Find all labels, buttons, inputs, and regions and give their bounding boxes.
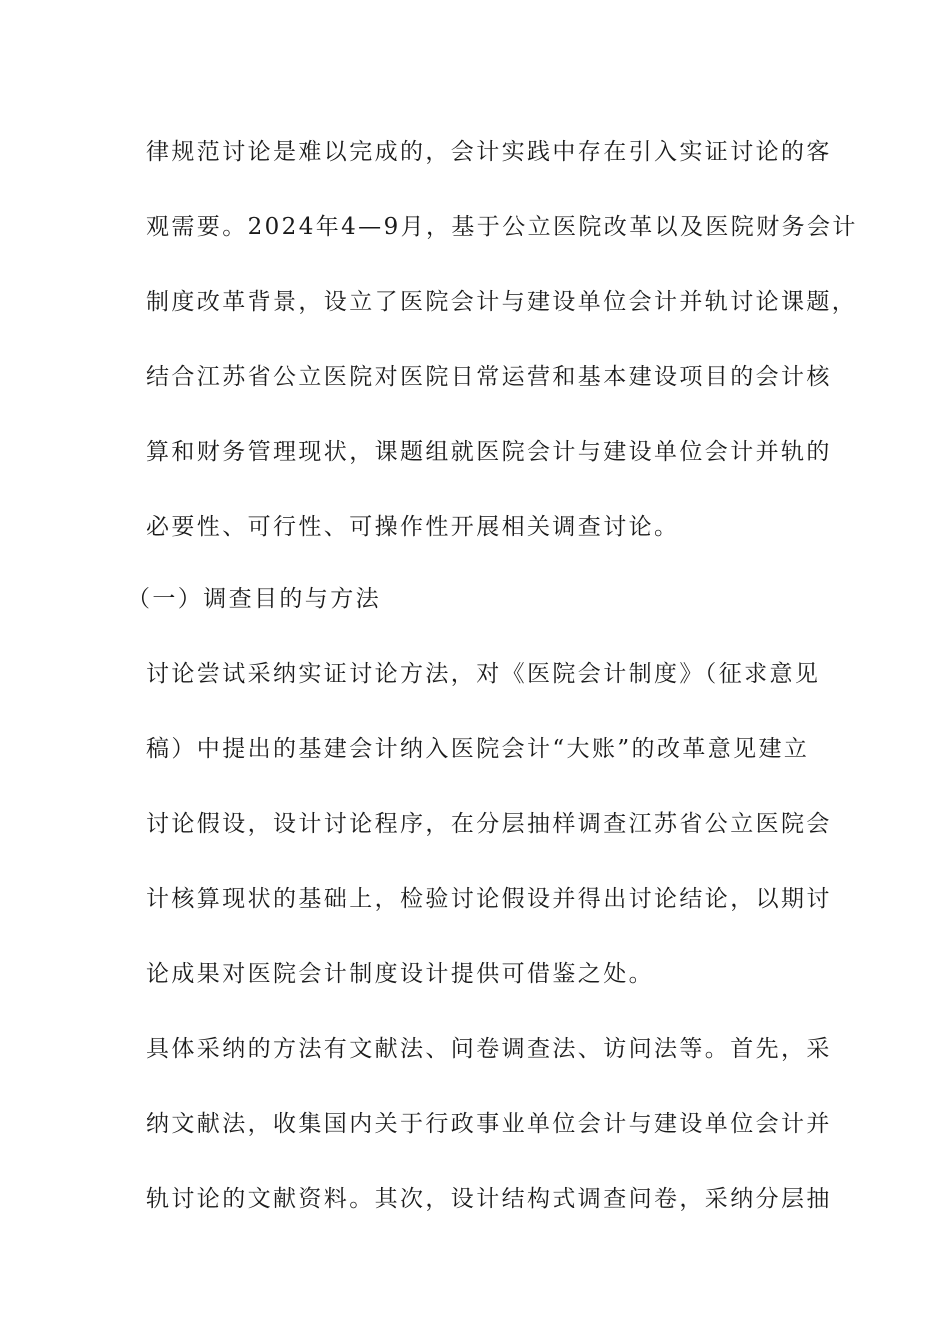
paragraph-line: 稿）中提出的基建会计纳入医院会计“大账”的改革意见建立 [146, 736, 810, 762]
paragraph-line: 论成果对医院会计制度设计提供可借鉴之处。 [146, 961, 654, 987]
paragraph-line: 轨讨论的文献资料。其次，设计结构式调查问卷，采纳分层抽 [146, 1186, 832, 1212]
paragraph-line: 讨论假设，设计讨论程序，在分层抽样调查江苏省公立医院会 [146, 811, 832, 837]
paragraph-line: 具体采纳的方法有文献法、问卷调查法、访问法等。首先，采 [146, 1036, 832, 1062]
paragraph-line: 计核算现状的基础上，检验讨论假设并得出讨论结论，以期讨 [146, 886, 832, 912]
paragraph-line: 讨论尝试采纳实证讨论方法，对《医院会计制度》（征求意见 [146, 661, 821, 687]
section-heading: （一）调查目的与方法 [127, 586, 381, 612]
paragraph-line: 结合江苏省公立医院对医院日常运营和基本建设项目的会计核 [146, 364, 832, 390]
paragraph-line: 纳文献法，收集国内关于行政事业单位会计与建设单位会计并 [146, 1111, 832, 1137]
paragraph-line: 必要性、可行性、可操作性开展相关调查讨论。 [146, 514, 680, 540]
paragraph-line: 律规范讨论是难以完成的，会计实践中存在引入实证讨论的客 [146, 139, 832, 165]
paragraph-line: 制度改革背景，设立了医院会计与建设单位会计并轨讨论课题， [146, 289, 858, 315]
paragraph-line: 观需要。2024年4—9月，基于公立医院改革以及医院财务会计 [146, 214, 858, 240]
paragraph-line: 算和财务管理现状，课题组就医院会计与建设单位会计并轨的 [146, 439, 832, 465]
